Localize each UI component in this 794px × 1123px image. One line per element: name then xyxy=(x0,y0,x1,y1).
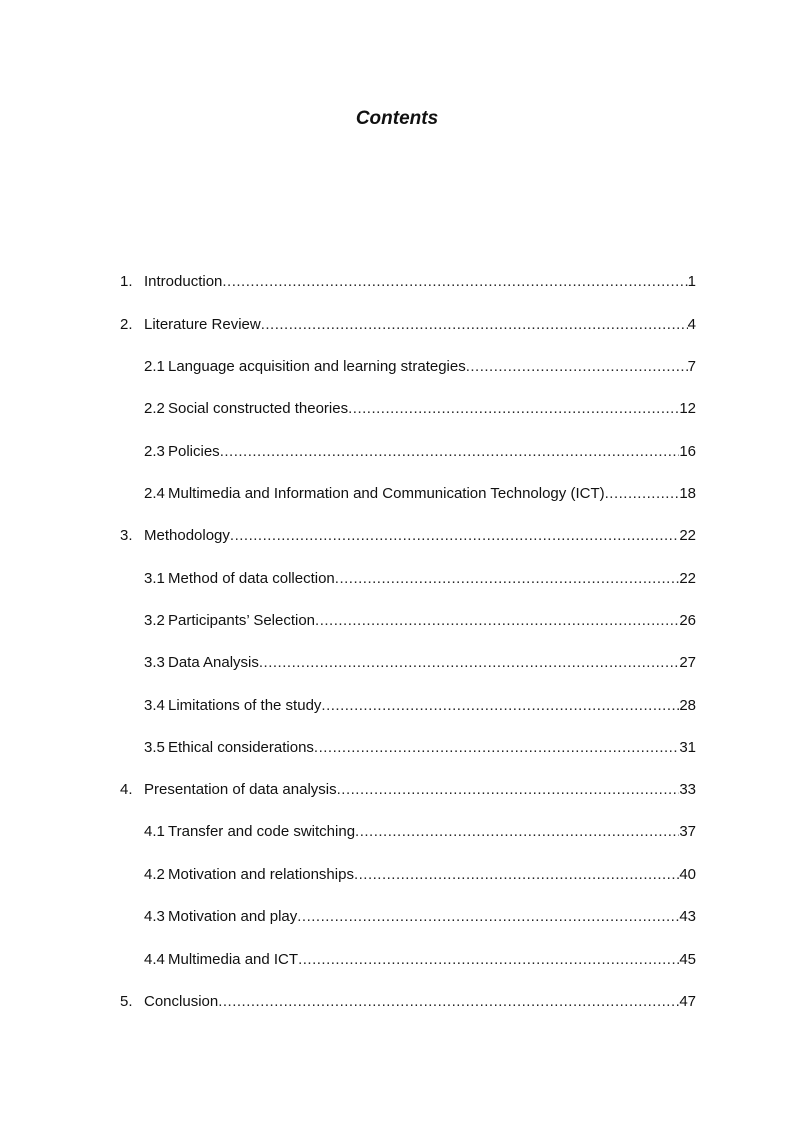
toc-entry-label: Conclusion xyxy=(144,993,219,1010)
toc-entry[interactable] xyxy=(120,314,696,334)
toc-entry[interactable] xyxy=(144,398,696,418)
toc-entry-page: 28 xyxy=(679,697,696,714)
toc-entry-number: 4.4 xyxy=(144,951,165,968)
toc-entry-page: 31 xyxy=(679,739,696,756)
toc-entry[interactable] xyxy=(120,525,696,545)
toc-entry[interactable] xyxy=(120,991,696,1011)
toc-entry-label: Social constructed theories xyxy=(168,400,349,417)
toc-entry-label: Motivation and relationships xyxy=(168,866,354,883)
toc-leader xyxy=(259,654,679,672)
toc-entry-label: Methodology xyxy=(144,527,230,544)
toc-entry-label: Data Analysis xyxy=(168,654,259,671)
toc-entry-page: 47 xyxy=(679,993,696,1010)
toc-entry-number: 2.2 xyxy=(144,400,165,417)
toc-entry[interactable] xyxy=(144,737,696,757)
toc-entry-number: 4. xyxy=(120,781,133,798)
toc-entry-number: 2.3 xyxy=(144,443,165,460)
toc-leader xyxy=(218,993,679,1011)
toc-entry-number: 3.2 xyxy=(144,612,165,629)
toc-leader xyxy=(355,823,679,841)
toc-leader xyxy=(466,358,688,376)
toc-leader xyxy=(261,316,688,334)
toc-entry-page: 16 xyxy=(679,443,696,460)
toc-entry-page: 37 xyxy=(679,823,696,840)
toc-leader xyxy=(321,697,679,715)
toc-entry-label: Multimedia and Information and Communication Technology (ICT) xyxy=(168,485,605,502)
toc-entry-page: 45 xyxy=(679,951,696,968)
toc-entry-page: 22 xyxy=(679,570,696,587)
toc-entry-number: 4.3 xyxy=(144,908,165,925)
toc-leader xyxy=(348,400,679,418)
toc-entry-page: 7 xyxy=(687,358,696,375)
toc-entry-label: Participants’ Selection xyxy=(168,612,316,629)
toc-entry[interactable] xyxy=(144,695,696,715)
toc-entry-label: Method of data collection xyxy=(168,570,335,587)
toc-entry[interactable] xyxy=(144,610,696,630)
toc-entry-label: Transfer and code switching xyxy=(168,823,356,840)
toc-entry-number: 3.3 xyxy=(144,654,165,671)
toc-entry-page: 43 xyxy=(679,908,696,925)
toc-leader xyxy=(315,612,679,630)
toc-entry-number: 4.2 xyxy=(144,866,165,883)
toc-entry-label: Ethical considerations xyxy=(168,739,314,756)
toc-entry-page: 26 xyxy=(679,612,696,629)
toc-entry[interactable] xyxy=(144,568,696,588)
toc-entry-number: 5. xyxy=(120,993,133,1010)
toc-entry-label: Presentation of data analysis xyxy=(144,781,337,798)
toc-entry-label: Multimedia and ICT xyxy=(168,951,299,968)
toc-leader xyxy=(314,739,679,757)
toc-entry-label: Literature Review xyxy=(144,316,261,333)
toc-entry-number: 3.1 xyxy=(144,570,165,587)
toc-entry-page: 27 xyxy=(679,654,696,671)
toc-entry-number: 2. xyxy=(120,316,133,333)
toc-entry-page: 33 xyxy=(679,781,696,798)
toc-entry[interactable] xyxy=(144,906,696,926)
toc-entry-page: 18 xyxy=(679,485,696,502)
toc-leader xyxy=(335,570,680,588)
toc-leader xyxy=(297,908,679,926)
toc-leader xyxy=(230,527,679,545)
toc-entry[interactable] xyxy=(144,356,696,376)
toc-entry-number: 4.1 xyxy=(144,823,165,840)
toc-leader xyxy=(605,485,680,503)
toc-entry-label: Limitations of the study xyxy=(168,697,322,714)
toc-leader xyxy=(354,866,679,884)
toc-entry-number: 3.5 xyxy=(144,739,165,756)
toc-entry[interactable] xyxy=(144,441,696,461)
toc-leader xyxy=(220,443,680,461)
toc-entry-label: Motivation and play xyxy=(168,908,298,925)
toc-entry-page: 1 xyxy=(687,273,696,290)
toc-entry-number: 3. xyxy=(120,527,133,544)
page-title: Contents xyxy=(355,107,439,129)
toc-entry[interactable] xyxy=(144,821,696,841)
toc-entry[interactable] xyxy=(144,483,696,503)
toc-entry-page: 4 xyxy=(687,316,696,333)
toc-entry[interactable] xyxy=(144,652,696,672)
toc-entry-number: 3.4 xyxy=(144,697,165,714)
toc-entry-number: 2.4 xyxy=(144,485,165,502)
toc-entry-page: 22 xyxy=(679,527,696,544)
toc-entry-number: 2.1 xyxy=(144,358,165,375)
toc-entry-number: 1. xyxy=(120,273,133,290)
toc-leader xyxy=(337,781,680,799)
toc-entry-page: 40 xyxy=(679,866,696,883)
toc-entry[interactable] xyxy=(120,779,696,799)
toc-entry[interactable] xyxy=(144,949,696,969)
toc-leader xyxy=(222,273,687,291)
toc-entry-label: Introduction xyxy=(144,273,223,290)
toc-entry[interactable] xyxy=(144,864,696,884)
toc-entry[interactable] xyxy=(120,271,696,291)
toc-entry-label: Policies xyxy=(168,443,220,460)
toc-entry-label: Language acquisition and learning strategies xyxy=(168,358,466,375)
toc-entry-page: 12 xyxy=(679,400,696,417)
toc-leader xyxy=(298,951,679,969)
